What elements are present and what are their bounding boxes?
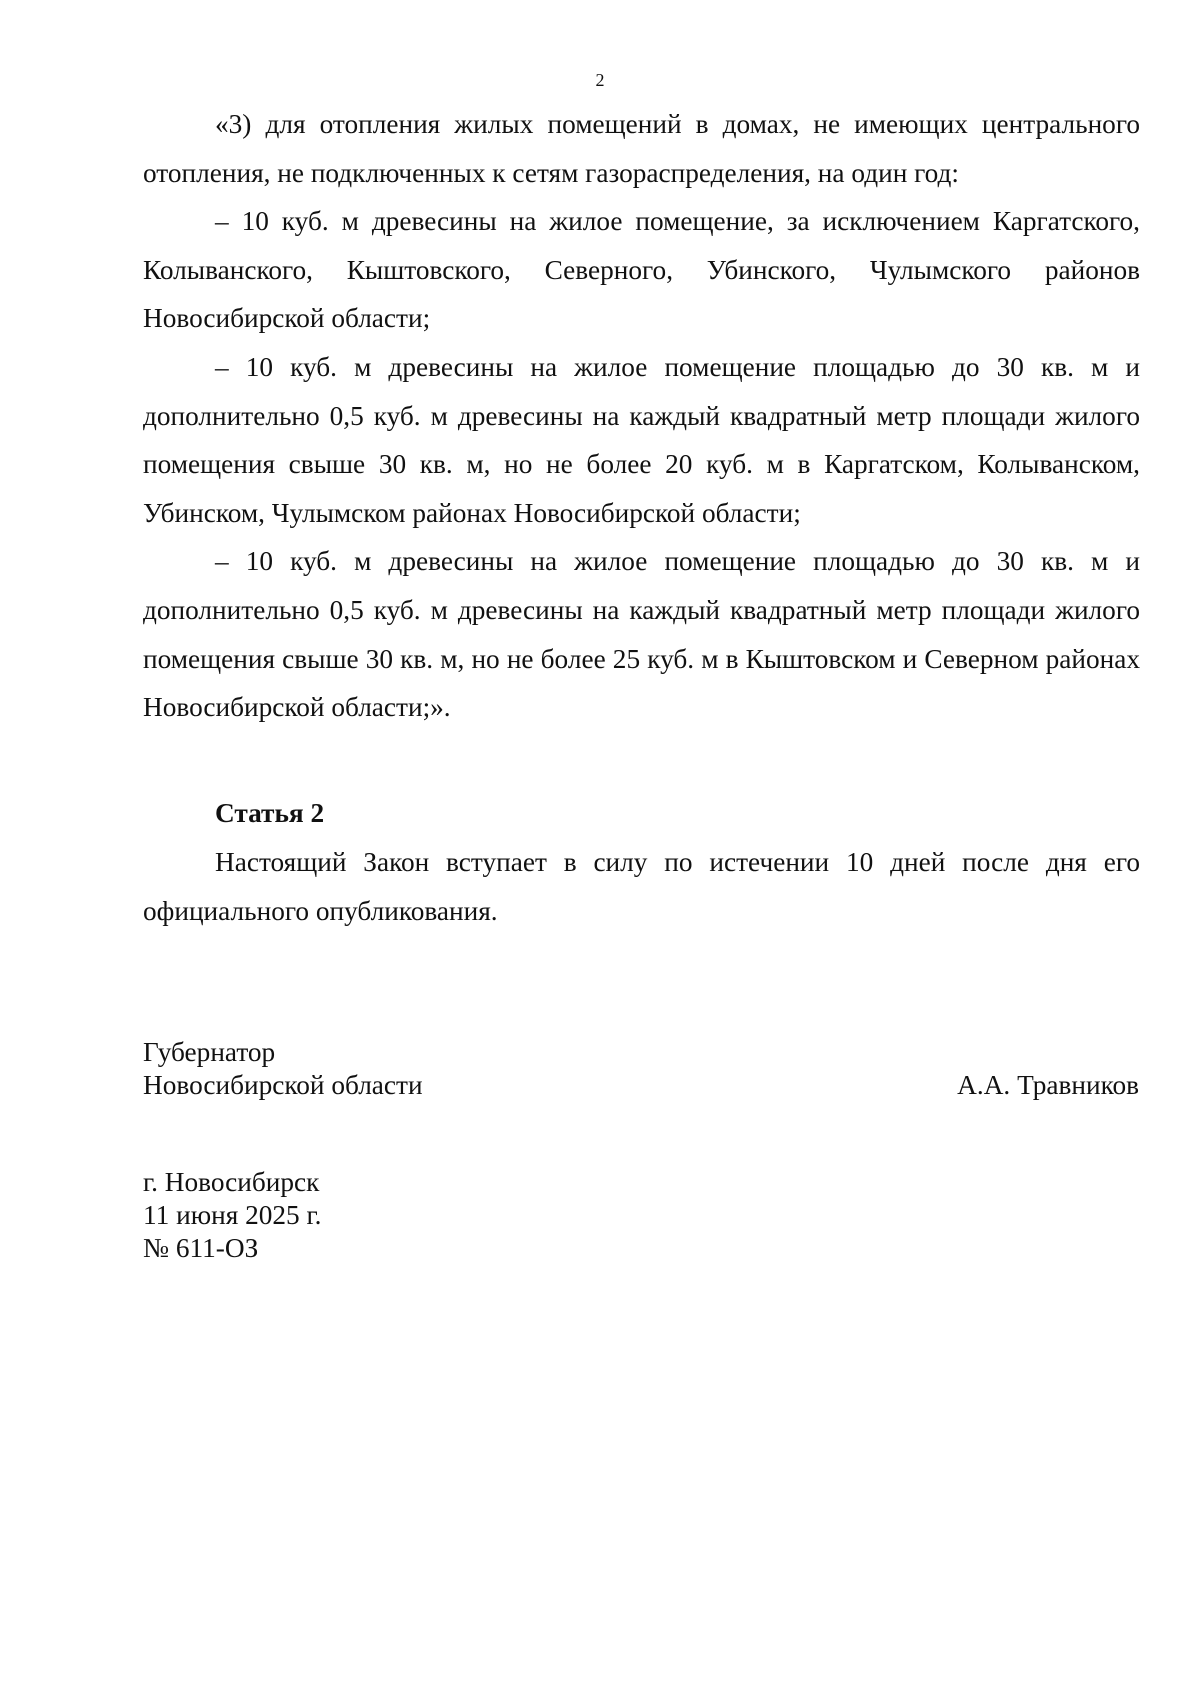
signatory-name: А.А. Травников [957, 1070, 1139, 1100]
document-number: № 611-ОЗ [143, 1233, 259, 1263]
paragraph-dash-1: – 10 куб. м древесины на жилое помещение, за исключением Каргатского, Колыванского, Кыштовского, Северного, Убинского, Чулымского районов Новосибирской области; [143, 206, 1140, 334]
article-paragraph: Настоящий Закон вступает в силу по истечении 10 дней после дня его официального опубликования. [143, 847, 1140, 926]
page-number: 2 [595, 70, 605, 90]
paragraph-dash-3: – 10 куб. м древесины на жилое помещение площадью до 30 кв. м и дополнительно 0,5 куб. м древесины на каждый квадратный метр площади жилого помещения свыше 30 кв. м, но не более 25 куб. м в Кыштовском и Северном районах Новосибирской области;». [143, 546, 1140, 723]
paragraph-dash-2: – 10 куб. м древесины на жилое помещение площадью до 30 кв. м и дополнительно 0,5 куб. м древесины на каждый квадратный метр площади жилого помещения свыше 30 кв. м, но не более 20 куб. м в Каргатском, Колыванском, Убинском, Чулымском районах Новосибирской области; [143, 351, 1140, 528]
signatory-title [143, 1036, 423, 1102]
place-city: г. Новосибирск [143, 1167, 320, 1197]
article-body [143, 838, 1140, 935]
amendment-text [143, 100, 1140, 732]
article-heading: Статья 2 [215, 798, 325, 828]
document-date: 11 июня 2025 г. [143, 1200, 322, 1230]
place-date-number [143, 1166, 321, 1265]
signatory-title-line-1: Губернатор [143, 1037, 276, 1067]
signatory-title-line-2: Новосибирской области [143, 1070, 423, 1100]
paragraph-item-3: «3) для отопления жилых помещений в домах, не имеющих центрального отопления, не подключенных к сетям газораспределения, на один год: [143, 109, 1140, 188]
